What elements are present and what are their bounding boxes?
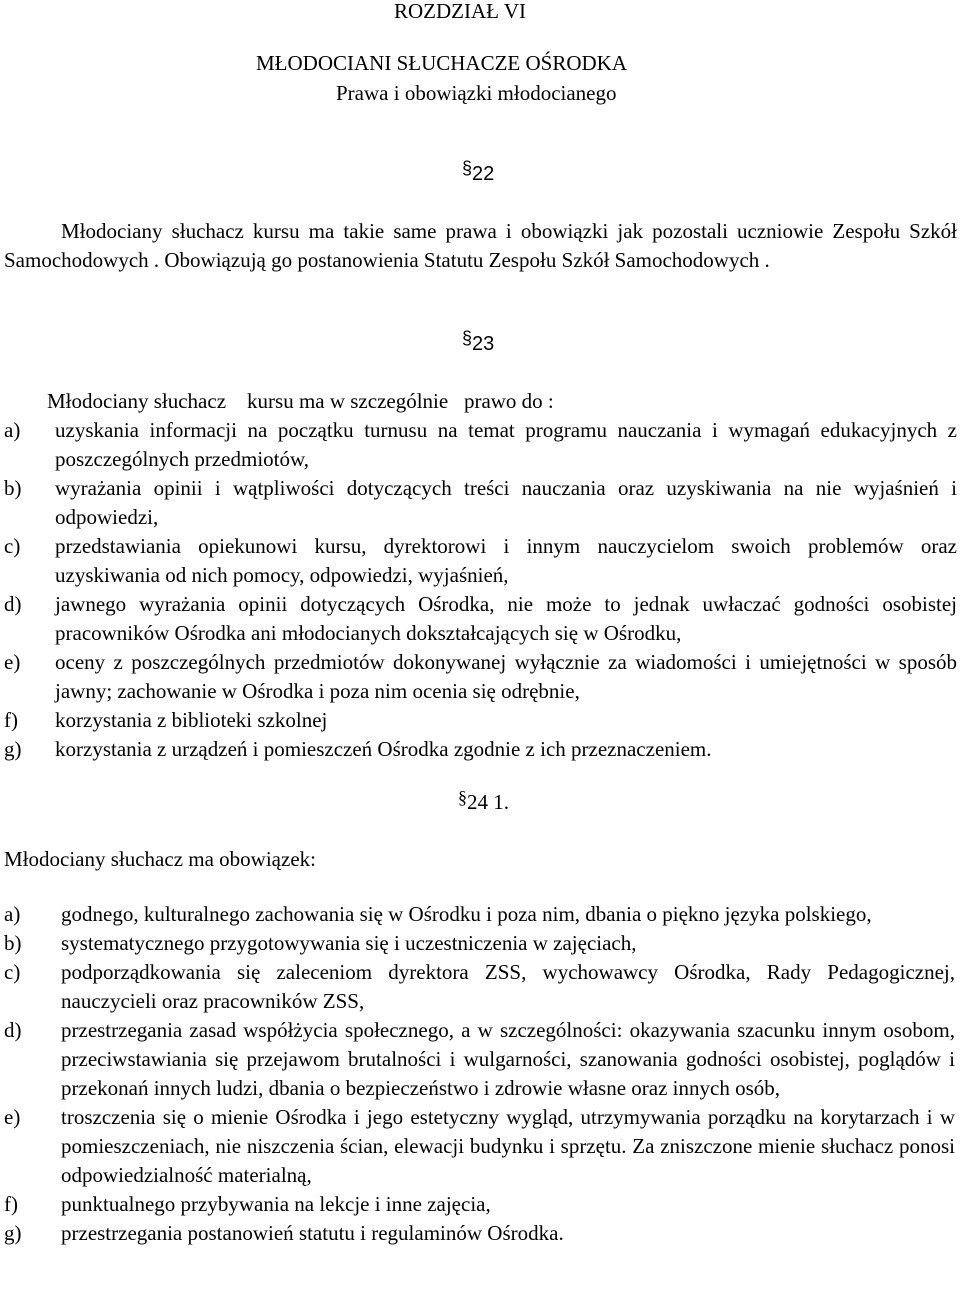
paragraph-24-heading — [458, 788, 509, 818]
list-item-text: oceny z poszczególnych przedmiotów dokonywanej wyłącznie za wiadomości i umiejętności w sposób jawny; zachowanie w Ośrodka i poza nim ocenia się odrębnie, — [55, 650, 957, 703]
paragraph-number: 23 — [472, 333, 495, 355]
list-item — [4, 706, 957, 735]
section-sign: § — [462, 328, 473, 348]
paragraph-24-intro: Młodociany słuchacz ma obowiązek: — [4, 847, 316, 871]
list-marker: c) — [4, 534, 21, 558]
list-item — [4, 900, 955, 929]
list-item-text: punktualnego przybywania na lekcje i inne zajęcia, — [61, 1192, 491, 1216]
list-item-text: korzystania z biblioteki szkolnej — [55, 708, 328, 732]
section-subtitle: Prawa i obowiązki młodocianego — [336, 81, 617, 105]
list-item — [4, 1016, 955, 1103]
paragraph-22-heading — [462, 160, 494, 189]
section-sign: § — [462, 158, 473, 178]
paragraph-23-intro: Młodociany słuchacz kursu ma w szczególnie prawo do : — [47, 389, 554, 413]
list-marker: e) — [4, 650, 21, 674]
list-item-text: przestrzegania zasad współżycia społecznego, a w szczególności: okazywania szacunku innym osobom, przeciwstawiania się przejawom brutalności i wulgarności, szanowania godności osobistej, poglądów i przekonań innych ludzi, dbania o bezpieczeństwo i zdrowie własne oraz innych osób, — [61, 1018, 955, 1100]
duties-list — [4, 900, 955, 1248]
list-marker: b) — [4, 931, 22, 955]
list-marker: a) — [4, 902, 21, 926]
list-marker: b) — [4, 476, 22, 500]
list-item — [4, 958, 955, 1016]
list-marker: g) — [4, 737, 22, 761]
list-item-text: korzystania z urządzeń i pomieszczeń Ośrodka zgodnie z ich przeznaczeniem. — [55, 737, 712, 761]
section-sign: § — [458, 787, 467, 807]
list-item — [4, 648, 957, 706]
list-item-text: jawnego wyrażania opinii dotyczących Ośrodka, nie może to jednak uwłaczać godności osobistej pracowników Ośrodka ani młodocianych dokształcających się w Ośrodku, — [55, 592, 957, 645]
list-item — [4, 1190, 955, 1219]
paragraph-22-text: Młodociany słuchacz kursu ma takie same prawa i obowiązki jak pozostali uczniowie Zespołu Szkół Samochodowych . Obowiązują go postanowienia Statutu Zespołu Szkół Samochodowych . — [4, 219, 957, 272]
list-item — [4, 929, 955, 958]
list-item-text: przedstawiania opiekunowi kursu, dyrektorowi i innym nauczycielom swoich problemów oraz uzyskiwania od nich pomocy, odpowiedzi, wyjaśnień, — [55, 534, 957, 587]
list-item — [4, 532, 957, 590]
rights-list — [4, 416, 957, 764]
paragraph-number: 24 1. — [467, 790, 509, 814]
paragraph-number: 22 — [472, 163, 495, 185]
list-marker: d) — [4, 1018, 22, 1042]
list-marker: c) — [4, 960, 21, 984]
list-item-text: wyrażania opinii i wątpliwości dotyczących treści nauczania oraz uzyskiwania na nie wyjaśnień i odpowiedzi, — [55, 476, 957, 529]
list-marker: d) — [4, 592, 22, 616]
list-item-text: troszczenia się o mienie Ośrodka i jego estetyczny wygląd, utrzymywania porządku na korytarzach i w pomieszczeniach, nie niszczenia ścian, elewacji budynku i sprzętu. Za zniszczone mienie słuchacz ponosi odpowiedzialność materialną, — [61, 1105, 955, 1187]
list-item-text: uzyskania informacji na początku turnusu na temat programu nauczania i wymagań edukacyjnych z poszczególnych przedmiotów, — [55, 418, 957, 471]
list-marker: g) — [4, 1221, 22, 1245]
list-item — [4, 474, 957, 532]
list-item — [4, 416, 957, 474]
list-marker: f) — [4, 1192, 18, 1216]
paragraph-23-heading — [462, 330, 494, 359]
section-title: MŁODOCIANI SŁUCHACZE OŚRODKA — [256, 51, 628, 75]
list-item — [4, 590, 957, 648]
list-item — [4, 1219, 955, 1248]
list-item — [4, 1103, 955, 1190]
chapter-title: ROZDZIAŁ VI — [394, 0, 527, 23]
list-item-text: godnego, kulturalnego zachowania się w Ośrodku i poza nim, dbania o piękno języka polskiego, — [61, 902, 872, 926]
list-marker: e) — [4, 1105, 21, 1129]
list-item-text: przestrzegania postanowień statutu i regulaminów Ośrodka. — [61, 1221, 564, 1245]
list-item-text: systematycznego przygotowywania się i uczestniczenia w zajęciach, — [61, 931, 637, 955]
list-item-text: podporządkowania się zaleceniom dyrektora ZSS, wychowawcy Ośrodka, Rady Pedagogicznej, nauczycieli oraz pracowników ZSS, — [61, 960, 955, 1013]
list-item — [4, 735, 957, 764]
list-marker: f) — [4, 708, 18, 732]
list-marker: a) — [4, 418, 21, 442]
